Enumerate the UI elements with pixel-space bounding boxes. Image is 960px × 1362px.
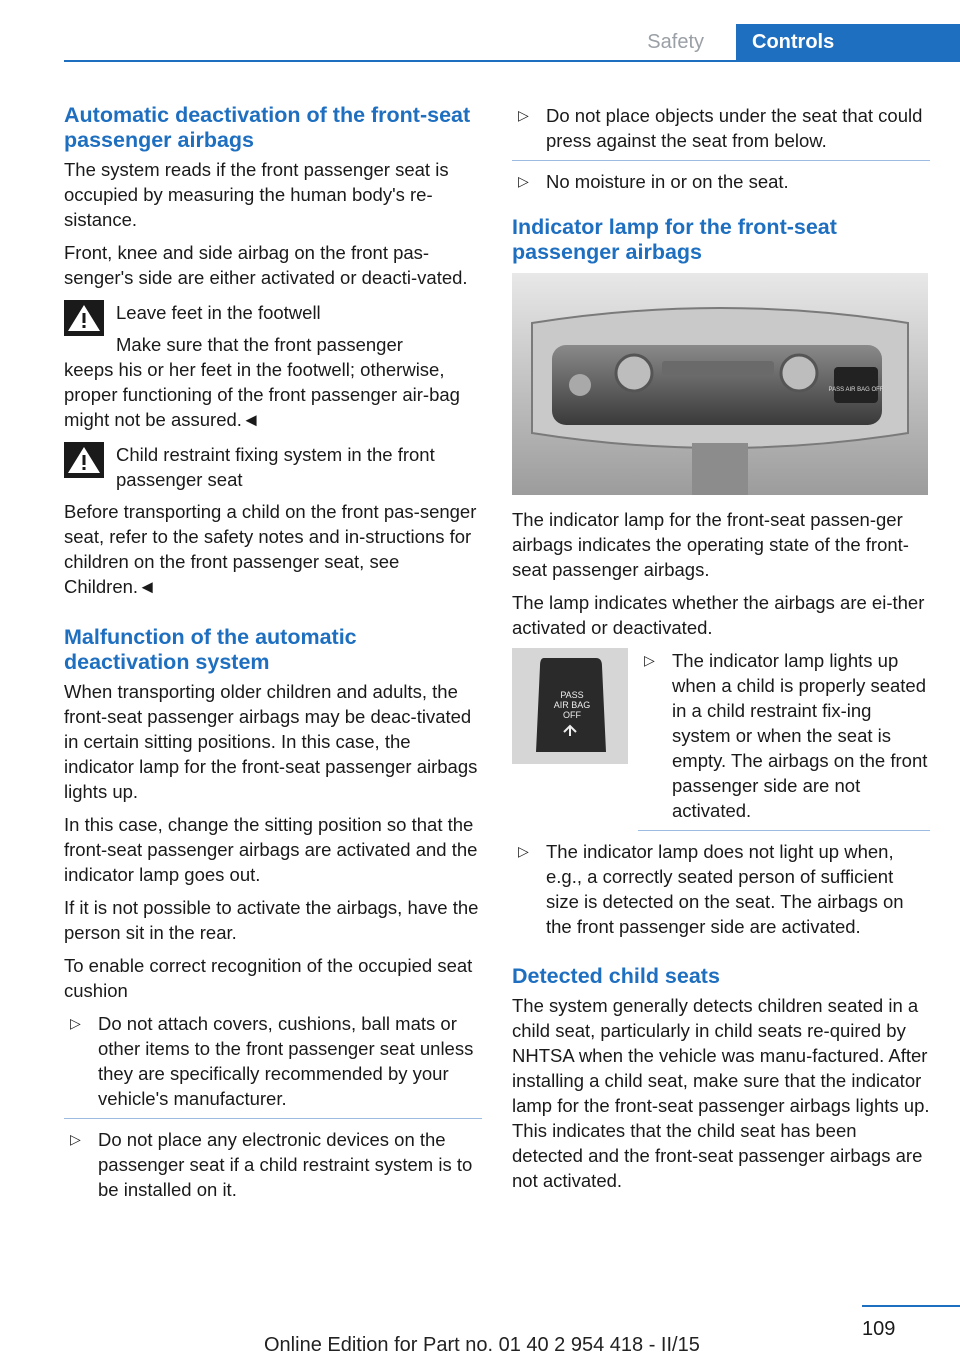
paragraph: If it is not possible to activate the airbags, have the person sit in the rear. bbox=[64, 897, 479, 943]
warning-block bbox=[64, 300, 482, 432]
footer-rule bbox=[862, 1305, 960, 1307]
bullet-list bbox=[512, 839, 930, 946]
warning-title: Child restraint fixing system in the front passenger seat bbox=[116, 444, 435, 490]
bullet-list bbox=[638, 648, 930, 831]
warning-body-rest: keeps his or her feet in the footwell; otherwise, proper functioning of the front passenger air-bag might not be assured.◄ bbox=[64, 359, 460, 430]
header-chapter[interactable]: Controls bbox=[736, 24, 960, 60]
page-header bbox=[0, 0, 960, 62]
warning-triangle-icon bbox=[64, 442, 104, 478]
list-item: ▷ Do not attach covers, cushions, ball mats or other items to the front passenger seat unless they are specifically recommended by your vehicle's manufacturer. bbox=[64, 1011, 482, 1119]
right-column bbox=[512, 103, 930, 1201]
paragraph: In this case, change the sitting position so that the front-seat passenger airbags are activated and the indicator lamp goes out. bbox=[64, 814, 478, 885]
list-item: ▷ No moisture in or on the seat. bbox=[512, 169, 930, 201]
warning-title: Leave feet in the footwell bbox=[116, 302, 321, 323]
indicator-lamp-row bbox=[512, 648, 930, 831]
paragraph: The system reads if the front passenger seat is occupied by measuring the human body's re-sistance. bbox=[64, 159, 449, 230]
left-column bbox=[64, 103, 482, 1217]
warning-body bbox=[64, 332, 482, 432]
warning-body-first-line: Make sure that the front passenger bbox=[116, 334, 403, 355]
heading-automatic-deactivation: Automatic deactivation of the front-seat passenger airbags bbox=[64, 103, 471, 152]
header-rule bbox=[64, 60, 960, 62]
edition-line: Online Edition for Part no. 01 40 2 954 418 - II/15 bbox=[264, 1334, 700, 1356]
lamp-label-1: PASS bbox=[560, 690, 584, 700]
warning-body: Before transporting a child on the front pas-senger seat, refer to the safety notes and in-structions for children on the front passenger seat, see Children.◄ bbox=[64, 501, 477, 597]
bullet-list bbox=[64, 1011, 482, 1209]
dashboard-photo bbox=[512, 273, 928, 495]
warning-block bbox=[64, 442, 482, 599]
page-number: 109 bbox=[862, 1318, 896, 1340]
lamp-label-3: OFF bbox=[563, 710, 581, 720]
heading-malfunction: Malfunction of the automatic deactivation system bbox=[64, 625, 357, 674]
list-item: ▷ Do not place any electronic devices on the passenger seat if a child restraint system is to be installed on it. bbox=[64, 1127, 482, 1209]
airbag-off-lamp-image bbox=[512, 648, 628, 764]
heading-detected-child-seats: Detected child seats bbox=[512, 964, 720, 988]
heading-indicator-lamp: Indicator lamp for the front-seat passenger airbags bbox=[512, 215, 837, 264]
list-item: ▷ The indicator lamp does not light up when, e.g., a correctly seated person of sufficient size is detected on the seat. The airbags on the front passenger side are activated. bbox=[512, 839, 930, 946]
bullet-list bbox=[512, 103, 930, 201]
paragraph: When transporting older children and adults, the front-seat passenger airbags may be deac-tivated in certain sitting positions. In this case, the indicator lamp for the front-seat passenger airbags lights up. bbox=[64, 681, 478, 802]
list-item: ▷ Do not place objects under the seat that could press against the seat from below. bbox=[512, 103, 930, 161]
header-section[interactable]: Safety bbox=[647, 31, 704, 53]
paragraph: The indicator lamp for the front-seat passen-ger airbags indicates the operating state of the front-seat passenger airbags. bbox=[512, 509, 909, 580]
paragraph: To enable correct recognition of the occupied seat cushion bbox=[64, 955, 473, 1001]
list-item: ▷ The indicator lamp lights up when a child is properly seated in a child restraint fix-ing system or when the seat is empty. The airbags on the front passenger side are not activated. bbox=[638, 648, 930, 831]
paragraph: The lamp indicates whether the airbags are ei-ther activated or deactivated. bbox=[512, 592, 925, 638]
paragraph: Front, knee and side airbag on the front pas-senger's side are either activated or deacti-vated. bbox=[64, 242, 468, 288]
photo-label: PASS AIR BAG OFF bbox=[828, 387, 884, 393]
warning-triangle-icon bbox=[64, 300, 104, 336]
lamp-label-2: AIR BAG bbox=[553, 700, 591, 710]
paragraph: The system generally detects children seated in a child seat, particularly in child seats re-quired by NHTSA when the vehicle was manu-factured. After installing a child seat, make sure that the indicator lamp for the front-seat passenger airbags lights up. This indicates that the child seat has been detected and the front-seat passenger airbags are not activated. bbox=[512, 995, 930, 1191]
